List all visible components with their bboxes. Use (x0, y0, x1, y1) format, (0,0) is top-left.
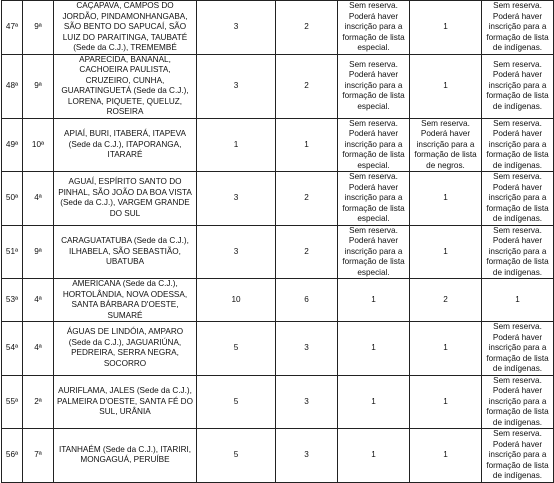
total-vacancies-cell: 3 (197, 172, 276, 226)
vara-cell: 9ª (23, 1, 54, 55)
cities-cell: AMERICANA (Sede da C.J.), HORTOLÂNDIA, NOVA ODESSA, SANTA BÁRBARA D'OESTE, SUMARÉ (54, 279, 197, 322)
table-row (2, 54, 554, 118)
vara-cell: 9ª (23, 225, 54, 279)
cities-cell: ITANHAÉM (Sede da C.J.), ITARIRI, MONGAGUÁ, PERUÍBE (54, 429, 197, 483)
indigenas-cell: Sem reserva. Poderá haver inscrição para a formação de lista de indígenas. (482, 429, 554, 483)
pcd-cell: Sem reserva. Poderá haver inscrição para a formação de lista especial. (338, 172, 410, 226)
ampla-concorrencia-cell: 2 (276, 172, 338, 226)
ampla-concorrencia-cell: 3 (276, 429, 338, 483)
row-number-cell: 48ª (2, 54, 23, 118)
pcd-cell: Sem reserva. Poderá haver inscrição para a formação de lista especial. (338, 118, 410, 172)
total-vacancies-cell: 3 (197, 54, 276, 118)
cities-cell: ÁGUAS DE LINDÓIA, AMPARO (Sede da C.J.), JAGUARIÚNA, PEDREIRA, SERRA NEGRA, SOCORRO (54, 322, 197, 376)
indigenas-cell: Sem reserva. Poderá haver inscrição para a formação de lista de indígenas. (482, 375, 554, 429)
vara-cell: 4ª (23, 172, 54, 226)
pcd-cell: Sem reserva. Poderá haver inscrição para a formação de lista especial. (338, 54, 410, 118)
row-number-cell: 53ª (2, 279, 23, 322)
indigenas-cell: Sem reserva. Poderá haver inscrição para a formação de lista de indígenas. (482, 225, 554, 279)
cities-cell: CARAGUATATUBA (Sede da C.J.), ILHABELA, SÃO SEBASTIÃO, UBATUBA (54, 225, 197, 279)
row-number-cell: 54ª (2, 322, 23, 376)
table-row (2, 118, 554, 172)
ampla-concorrencia-cell: 6 (276, 279, 338, 322)
pcd-cell: 1 (338, 279, 410, 322)
ampla-concorrencia-cell: 2 (276, 54, 338, 118)
total-vacancies-cell: 1 (197, 118, 276, 172)
indigenas-cell: Sem reserva. Poderá haver inscrição para a formação de lista de indígenas. (482, 322, 554, 376)
total-vacancies-cell: 3 (197, 1, 276, 55)
vara-cell: 7ª (23, 429, 54, 483)
indigenas-cell: Sem reserva. Poderá haver inscrição para a formação de lista de indígenas. (482, 1, 554, 55)
negros-cell: 2 (410, 279, 482, 322)
indigenas-cell: Sem reserva. Poderá haver inscrição para a formação de lista de indígenas. (482, 118, 554, 172)
negros-cell: 1 (410, 225, 482, 279)
cities-cell: AGUAÍ, ESPÍRITO SANTO DO PINHAL, SÃO JOÃO DA BOA VISTA (Sede da C.J.), VARGEM GRANDE DO SUL (54, 172, 197, 226)
negros-cell: 1 (410, 375, 482, 429)
total-vacancies-cell: 5 (197, 322, 276, 376)
ampla-concorrencia-cell: 2 (276, 225, 338, 279)
table-row (2, 322, 554, 376)
pcd-cell: Sem reserva. Poderá haver inscrição para a formação de lista especial. (338, 225, 410, 279)
ampla-concorrencia-cell: 3 (276, 322, 338, 376)
negros-cell: 1 (410, 429, 482, 483)
pcd-cell: 1 (338, 375, 410, 429)
total-vacancies-cell: 10 (197, 279, 276, 322)
row-number-cell: 56ª (2, 429, 23, 483)
table-row (2, 225, 554, 279)
vara-cell: 10ª (23, 118, 54, 172)
negros-cell: Sem reserva. Poderá haver inscrição para a formação de lista de negros. (410, 118, 482, 172)
negros-cell: 1 (410, 54, 482, 118)
row-number-cell: 47ª (2, 1, 23, 55)
total-vacancies-cell: 5 (197, 375, 276, 429)
negros-cell: 1 (410, 1, 482, 55)
row-number-cell: 55ª (2, 375, 23, 429)
negros-cell: 1 (410, 322, 482, 376)
negros-cell: 1 (410, 172, 482, 226)
total-vacancies-cell: 5 (197, 429, 276, 483)
cities-cell: APARECIDA, BANANAL, CACHOEIRA PAULISTA, CRUZEIRO, CUNHA, GUARATINGUETÁ (Sede da C.J.), LORENA, PIQUETE, QUELUZ, ROSEIRA (54, 54, 197, 118)
indigenas-cell: Sem reserva. Poderá haver inscrição para a formação de lista de indígenas. (482, 54, 554, 118)
pcd-cell: Sem reserva. Poderá haver inscrição para a formação de lista especial. (338, 1, 410, 55)
table-row (2, 375, 554, 429)
table-row (2, 1, 554, 55)
vara-cell: 2ª (23, 375, 54, 429)
vara-cell: 4ª (23, 279, 54, 322)
vacancy-table (1, 0, 554, 483)
total-vacancies-cell: 3 (197, 225, 276, 279)
pcd-cell: 1 (338, 322, 410, 376)
vara-cell: 4ª (23, 322, 54, 376)
indigenas-cell: Sem reserva. Poderá haver inscrição para a formação de lista de indígenas. (482, 172, 554, 226)
ampla-concorrencia-cell: 3 (276, 375, 338, 429)
ampla-concorrencia-cell: 1 (276, 118, 338, 172)
vara-cell: 9ª (23, 54, 54, 118)
cities-cell: CAÇAPAVA, CAMPOS DO JORDÃO, PINDAMONHANGABA, SÃO BENTO DO SAPUCAÍ, SÃO LUIZ DO PARAITINGA, TAUBATÉ (Sede da C.J.), TREMEMBÉ (54, 1, 197, 55)
table-row (2, 172, 554, 226)
row-number-cell: 49ª (2, 118, 23, 172)
row-number-cell: 51ª (2, 225, 23, 279)
table-row (2, 429, 554, 483)
indigenas-cell: 1 (482, 279, 554, 322)
table-row (2, 279, 554, 322)
cities-cell: AURIFLAMA, JALES (Sede da C.J.), PALMEIRA D'OESTE, SANTA FÉ DO SUL, URÂNIA (54, 375, 197, 429)
row-number-cell: 50ª (2, 172, 23, 226)
ampla-concorrencia-cell: 2 (276, 1, 338, 55)
pcd-cell: 1 (338, 429, 410, 483)
cities-cell: APIAÍ, BURI, ITABERÁ, ITAPEVA (Sede da C.J.), ITAPORANGA, ITARARÉ (54, 118, 197, 172)
